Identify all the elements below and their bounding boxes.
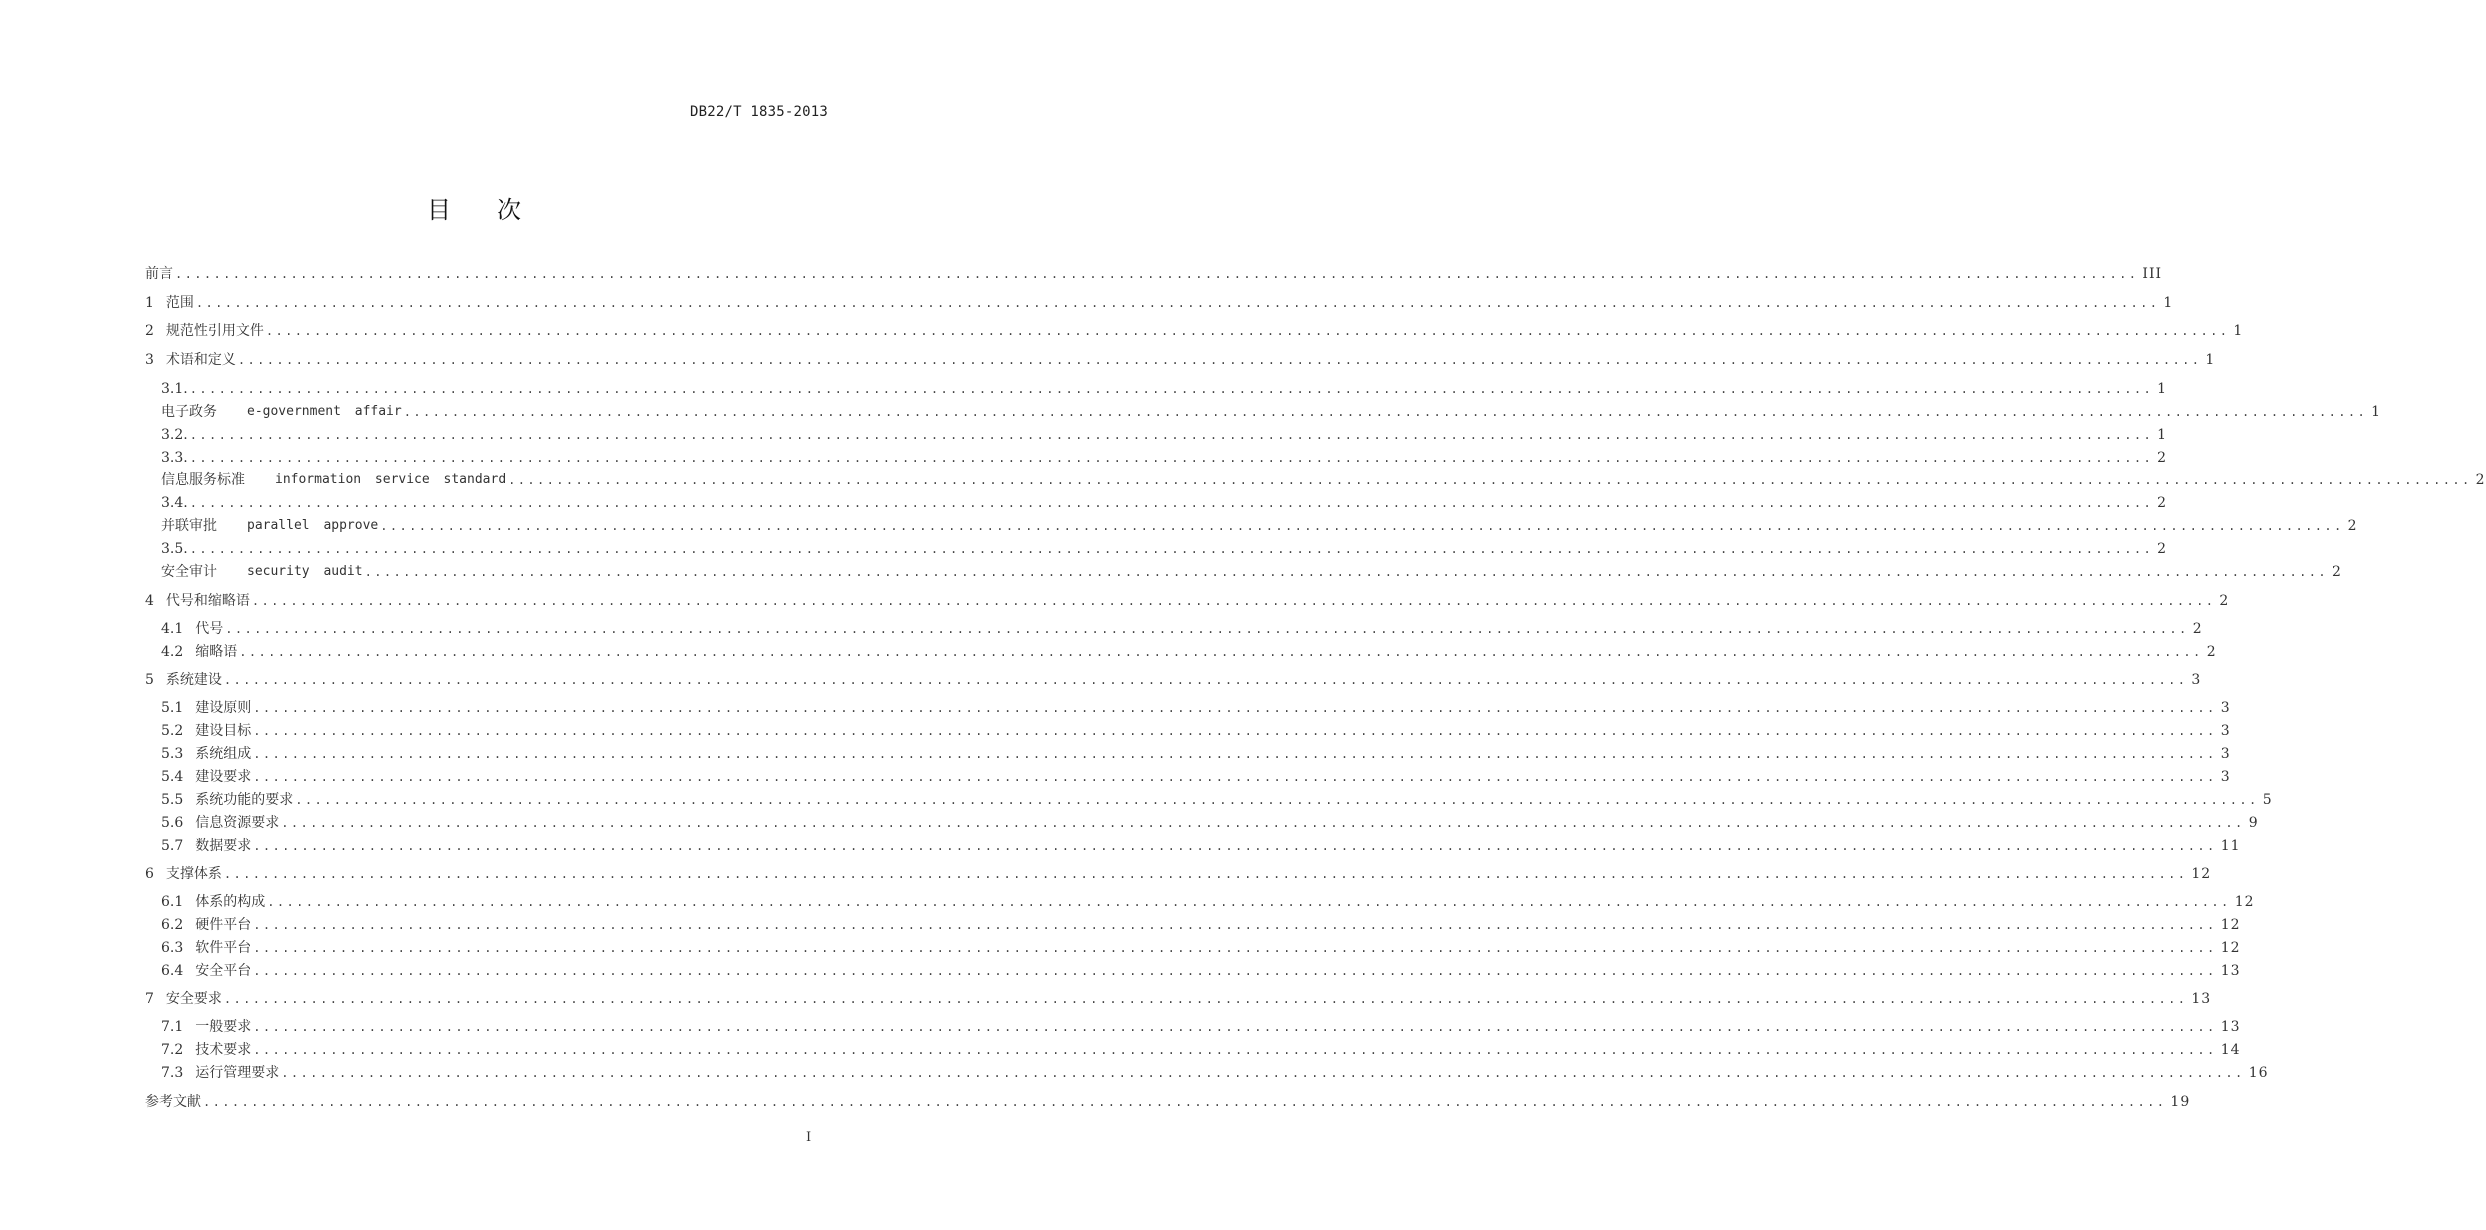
toc-leader-dots: ............................................................................................................................................................................................................ (508, 473, 2472, 487)
toc-entry-number: 5 (145, 672, 154, 688)
toc-entry-page: 1 (2371, 404, 2382, 420)
toc-entry-number: 7.2 (161, 1042, 184, 1058)
toc-leader-dots: ............................................................................................................................................................................................................ (295, 793, 2259, 807)
toc-entry-label: 范围 (165, 295, 194, 311)
toc-entry[interactable] (161, 618, 2203, 640)
toc-entry[interactable] (161, 835, 2241, 857)
toc-entry-number: 6.1 (161, 894, 184, 910)
toc-entry-label: 信息资源要求 (195, 815, 280, 831)
toc-leader-dots: ............................................................................................................................................................................................................ (223, 867, 2188, 881)
toc-entry[interactable] (161, 743, 2231, 765)
toc-entry-label: 电子政务 (161, 404, 217, 420)
toc-leader-dots: ............................................................................................................................................................................................................ (251, 594, 2216, 608)
toc-leader-dots: ............................................................................................................................................................................................................ (225, 622, 2189, 636)
toc-entry-number: 1 (145, 295, 154, 311)
toc-entry-number: 2 (145, 323, 154, 339)
toc-entry-number: 3.3. (161, 450, 188, 466)
toc-entry-label: 系统功能的要求 (195, 792, 294, 808)
toc-entry-number: 5.6 (161, 815, 184, 831)
toc-leader-dots: ............................................................................................................................................................................................................ (253, 724, 2217, 738)
toc-leader-dots: ............................................................................................................................................................................................................ (364, 565, 2328, 579)
toc-entry-page: 14 (2220, 1042, 2241, 1058)
toc-entry-label: 建设原则 (195, 700, 252, 716)
toc-entry[interactable] (161, 515, 2358, 537)
toc-entry-page: 3 (2220, 700, 2231, 716)
toc-entry-number: 4.2 (161, 644, 184, 660)
toc-entry-page: 2 (2157, 450, 2168, 466)
toc-entry-page: 1 (2163, 295, 2174, 311)
toc-entry[interactable] (161, 766, 2231, 788)
toc-entry-number: 5.4 (161, 769, 184, 785)
toc-entry-label: 运行管理要求 (195, 1065, 280, 1081)
toc-leader-dots: ............................................................................................................................................................................................................ (253, 701, 2217, 715)
toc-entry-page: 13 (2220, 963, 2241, 979)
toc-entry[interactable] (161, 538, 2168, 560)
toc-entry-number: 5.7 (161, 838, 184, 854)
toc-leader-dots: ............................................................................................................................................................................................................ (253, 770, 2217, 784)
toc-entry[interactable] (145, 1091, 2191, 1113)
toc-entry[interactable] (161, 1016, 2241, 1038)
toc-entry[interactable] (161, 1062, 2269, 1084)
toc-entry-page: III (2142, 266, 2163, 282)
toc-entry-page: 16 (2248, 1065, 2269, 1081)
toc-entry-label: 术语和定义 (165, 352, 236, 368)
standard-code: DB22/T 1835-2013 (689, 104, 828, 120)
toc-entry-label: 安全要求 (165, 991, 222, 1007)
toc-leader-dots: ............................................................................................................................................................................................................ (253, 918, 2217, 932)
toc-entry-page: 1 (2233, 323, 2244, 339)
toc-leader-dots: ............................................................................................................................................................................................................ (253, 1043, 2217, 1057)
toc-entry[interactable] (145, 349, 2216, 371)
toc-leader-dots: ............................................................................................................................................................................................................ (267, 895, 2231, 909)
toc-leader-dots: ............................................................................................................................................................................................................ (189, 451, 2154, 465)
toc-entry-label: 代号和缩略语 (165, 593, 250, 609)
toc-leader-dots: ............................................................................................................................................................................................................ (253, 964, 2217, 978)
toc-entry-label: 参考文献 (145, 1094, 201, 1110)
toc-entry-number: 4 (145, 593, 154, 609)
toc-entry[interactable] (161, 789, 2273, 811)
toc-entry[interactable] (161, 492, 2168, 514)
toc-entry-label: 建设目标 (195, 723, 252, 739)
toc-leader-dots: ............................................................................................................................................................................................................ (281, 816, 2245, 830)
toc-entry-page: 19 (2170, 1094, 2191, 1110)
toc-entry-number: 7.3 (161, 1065, 184, 1081)
toc-entry-label: 安全平台 (195, 963, 252, 979)
toc-entry-number: 5.2 (161, 723, 184, 739)
toc-entry-page: 2 (2219, 593, 2230, 609)
toc-entry[interactable] (145, 320, 2244, 342)
toc-leader-dots: ............................................................................................................................................................................................................ (239, 645, 2203, 659)
toc-entry-label: 支撑体系 (165, 866, 222, 882)
toc-entry-page: 12 (2191, 866, 2212, 882)
toc-entry-label: 并联审批 (161, 518, 217, 534)
toc-leader-dots: ............................................................................................................................................................................................................ (253, 1020, 2217, 1034)
toc-entry-page: 2 (2347, 518, 2358, 534)
toc-entry-number: 3.4. (161, 495, 188, 511)
toc-entry-label: 数据要求 (195, 838, 252, 854)
toc-entry-number: 3.1. (161, 381, 188, 397)
toc-entry-number: 6.3 (161, 940, 184, 956)
toc-leader-dots: ............................................................................................................................................................................................................ (253, 747, 2217, 761)
toc-entry[interactable] (161, 447, 2168, 469)
toc-entry-english: information service standard (275, 472, 507, 487)
toc-entry-label: 技术要求 (195, 1042, 252, 1058)
toc-entry-page: 13 (2191, 991, 2212, 1007)
toc-entry-page: 3 (2220, 723, 2231, 739)
toc-entry-page: 11 (2220, 838, 2241, 854)
toc-entry-label: 硬件平台 (195, 917, 252, 933)
toc-leader-dots: ............................................................................................................................................................................................................ (403, 405, 2368, 419)
toc-entry-label: 代号 (195, 621, 224, 637)
toc-leader-dots: ............................................................................................................................................................................................................ (223, 673, 2188, 687)
toc-leader-dots: ............................................................................................................................................................................................................ (223, 992, 2188, 1006)
toc-entry[interactable] (161, 960, 2241, 982)
toc-entry[interactable] (145, 292, 2174, 314)
toc-entry-page: 1 (2157, 381, 2168, 397)
toc-entry[interactable] (161, 378, 2168, 400)
toc-entry-number: 3 (145, 352, 154, 368)
toc-entry-page: 12 (2220, 940, 2241, 956)
toc-leader-dots: ............................................................................................................................................................................................................ (195, 296, 2160, 310)
toc-leader-dots: ............................................................................................................................................................................................................ (189, 382, 2154, 396)
toc-entry-number: 3.5. (161, 541, 188, 557)
toc-entry-page: 2 (2192, 621, 2203, 637)
toc-entry-label: 系统组成 (195, 746, 252, 762)
toc-entry-page: 2 (2157, 541, 2168, 557)
toc-entry-number: 7.1 (161, 1019, 184, 1035)
toc-entry[interactable] (161, 469, 2486, 491)
toc-leader-dots: ............................................................................................................................................................................................................ (175, 267, 2139, 281)
toc-entry-number: 6 (145, 866, 154, 882)
toc-entry[interactable] (161, 937, 2241, 959)
toc-entry-page: 2 (2475, 472, 2486, 488)
toc-entry[interactable] (161, 891, 2255, 913)
toc-entry-page: 9 (2248, 815, 2259, 831)
toc-entry[interactable] (145, 669, 2202, 691)
toc-entry-label: 体系的构成 (195, 894, 266, 910)
toc-leader-dots: ............................................................................................................................................................................................................ (237, 353, 2202, 367)
toc-entry[interactable] (161, 401, 2382, 423)
toc-leader-dots: ............................................................................................................................................................................................................ (265, 324, 2230, 338)
toc-entry-number: 5.5 (161, 792, 184, 808)
toc-entry-number: 6.2 (161, 917, 184, 933)
toc-entry-page: 1 (2205, 352, 2216, 368)
toc-entry-label: 缩略语 (195, 644, 238, 660)
toc-entry[interactable] (161, 914, 2241, 936)
toc-leader-dots: ............................................................................................................................................................................................................ (189, 542, 2154, 556)
toc-leader-dots: ............................................................................................................................................................................................................ (253, 941, 2217, 955)
toc-entry[interactable] (161, 424, 2168, 446)
toc-entry-page: 2 (2332, 564, 2342, 580)
toc-leader-dots: ............................................................................................................................................................................................................ (253, 839, 2217, 853)
toc-entry-english: parallel approve (247, 518, 379, 533)
toc-title-part2: 次 (497, 196, 523, 224)
toc-entry-page: 3 (2220, 769, 2231, 785)
toc-leader-dots: ............................................................................................................................................................................................................ (380, 519, 2344, 533)
toc-entry-number: 4.1 (161, 621, 184, 637)
toc-entry-label: 安全审计 (161, 564, 217, 580)
toc-entry[interactable] (145, 988, 2212, 1010)
toc-entry-page: 3 (2191, 672, 2202, 688)
toc-entry-number: 5.3 (161, 746, 184, 762)
toc-entry[interactable] (161, 1039, 2241, 1061)
toc-entry[interactable] (161, 641, 2217, 663)
toc-entry-label: 建设要求 (195, 769, 252, 785)
toc-entry-label: 系统建设 (165, 672, 222, 688)
toc-entry-english: e-government affair (247, 404, 402, 419)
toc-entry-label: 信息服务标准 (161, 472, 245, 488)
toc-entry-page: 1 (2157, 427, 2168, 443)
toc-entry[interactable] (145, 863, 2212, 885)
toc-leader-dots: ............................................................................................................................................................................................................ (203, 1095, 2167, 1109)
toc-entry[interactable] (145, 590, 2230, 612)
toc-entry-page: 13 (2220, 1019, 2241, 1035)
toc-entry-number: 7 (145, 991, 154, 1007)
toc-entry-page: 12 (2220, 917, 2241, 933)
toc-leader-dots: ............................................................................................................................................................................................................ (189, 496, 2154, 510)
toc-entry[interactable] (161, 697, 2231, 719)
toc-entry-number: 6.4 (161, 963, 184, 979)
toc-leader-dots: ............................................................................................................................................................................................................ (189, 428, 2154, 442)
toc-entry-page: 2 (2157, 495, 2168, 511)
toc-entry-page: 2 (2206, 644, 2217, 660)
page-number: I (806, 1130, 812, 1145)
toc-title-part1: 目 (427, 196, 453, 224)
toc-entry-page: 12 (2234, 894, 2255, 910)
toc-entry[interactable] (145, 263, 2163, 285)
toc-entry-page: 3 (2220, 746, 2231, 762)
toc-entry-label: 一般要求 (195, 1019, 252, 1035)
toc-leader-dots: ............................................................................................................................................................................................................ (281, 1066, 2245, 1080)
toc-entry-number: 5.1 (161, 700, 184, 716)
toc-entry-label: 前言 (145, 266, 173, 282)
toc-entry-english: security audit (247, 564, 363, 579)
toc-entry[interactable] (161, 720, 2231, 742)
toc-entry-label: 软件平台 (195, 940, 252, 956)
toc-entry[interactable] (161, 812, 2259, 834)
toc-entry[interactable] (161, 561, 2342, 583)
toc-entry-page: 5 (2262, 792, 2273, 808)
toc-entry-number: 3.2. (161, 427, 188, 443)
toc-entry-label: 规范性引用文件 (165, 323, 264, 339)
